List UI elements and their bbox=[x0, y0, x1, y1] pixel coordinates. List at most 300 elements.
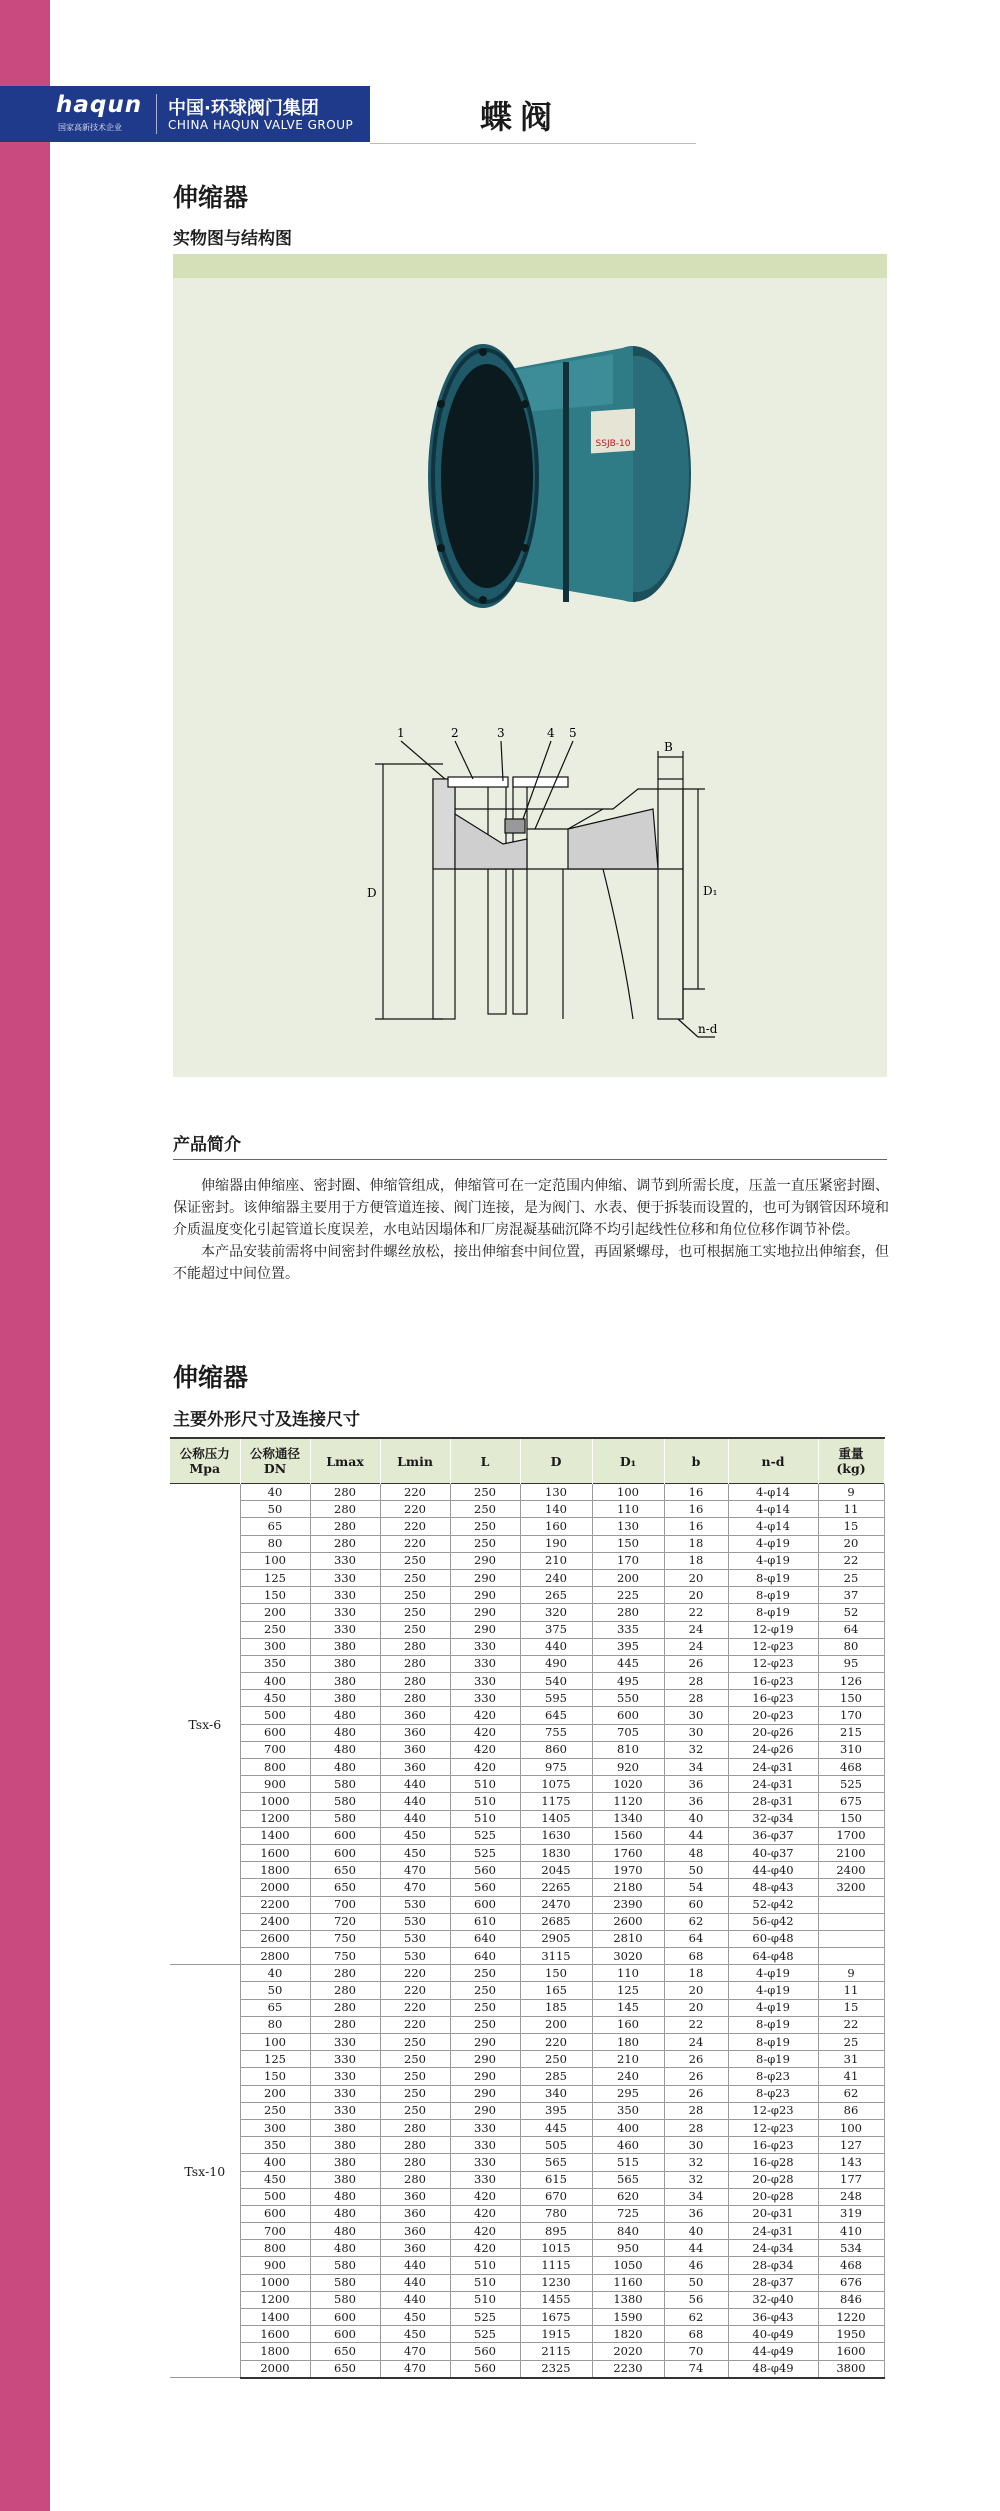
table-cell: 1760 bbox=[592, 1844, 664, 1861]
table-cell: 400 bbox=[240, 1673, 310, 1690]
table-cell: 280 bbox=[592, 1604, 664, 1621]
table-row bbox=[170, 2102, 884, 2119]
table-cell: 2100 bbox=[818, 1844, 884, 1861]
table-cell: 420 bbox=[450, 2223, 520, 2240]
table-cell: 250 bbox=[450, 1982, 520, 1999]
table-cell: 330 bbox=[310, 2068, 380, 2085]
table-cell: 280 bbox=[380, 1673, 450, 1690]
table-cell: 62 bbox=[664, 2309, 728, 2326]
table-cell: 220 bbox=[380, 1965, 450, 1982]
table-cell: 1915 bbox=[520, 2326, 592, 2343]
table-cell: 100 bbox=[240, 1552, 310, 1569]
table-row bbox=[170, 1982, 884, 1999]
table-cell: 530 bbox=[380, 1913, 450, 1930]
table-cell: 250 bbox=[380, 2068, 450, 2085]
table-cell: 565 bbox=[592, 2171, 664, 2188]
table-row bbox=[170, 1638, 884, 1655]
table-cell: 505 bbox=[520, 2137, 592, 2154]
table-cell: 280 bbox=[380, 1655, 450, 1672]
logo-divider bbox=[156, 94, 157, 134]
table-cell: 32 bbox=[664, 1741, 728, 1758]
table-cell: 16-φ23 bbox=[728, 2137, 818, 2154]
table-cell: 540 bbox=[520, 1673, 592, 1690]
table-cell: 320 bbox=[520, 1604, 592, 1621]
table-cell: 250 bbox=[380, 1587, 450, 1604]
table-cell: 2230 bbox=[592, 2360, 664, 2378]
table-row bbox=[170, 1501, 884, 1518]
table-cell: 2045 bbox=[520, 1862, 592, 1879]
table-cell: 44-φ40 bbox=[728, 1862, 818, 1879]
table-cell: 36 bbox=[664, 1793, 728, 1810]
table-cell: 800 bbox=[240, 2240, 310, 2257]
table-cell: 24-φ31 bbox=[728, 1759, 818, 1776]
table-cell: 840 bbox=[592, 2223, 664, 2240]
table-cell: 495 bbox=[592, 1673, 664, 1690]
table-cell: 36-φ43 bbox=[728, 2309, 818, 2326]
table-cell: 330 bbox=[450, 1655, 520, 1672]
table-cell: 319 bbox=[818, 2205, 884, 2222]
table-cell: 676 bbox=[818, 2274, 884, 2291]
table-cell: 2200 bbox=[240, 1896, 310, 1913]
table-cell: 380 bbox=[310, 2154, 380, 2171]
table-cell: 125 bbox=[240, 1569, 310, 1586]
table-cell: 290 bbox=[450, 1621, 520, 1638]
table-row bbox=[170, 1621, 884, 1638]
table-cell: 150 bbox=[818, 1810, 884, 1827]
table-cell: 290 bbox=[450, 2102, 520, 2119]
table-cell bbox=[818, 1913, 884, 1930]
table-cell: 580 bbox=[310, 1810, 380, 1827]
table-cell: 30 bbox=[664, 2137, 728, 2154]
table-cell: 2325 bbox=[520, 2360, 592, 2378]
table-cell: 860 bbox=[520, 1741, 592, 1758]
dim-label-d1: D₁ bbox=[703, 884, 718, 898]
table-cell: 280 bbox=[310, 2016, 380, 2033]
table-row bbox=[170, 2343, 884, 2360]
table-row bbox=[170, 2223, 884, 2240]
table-cell: 2905 bbox=[520, 1930, 592, 1947]
table-cell: 480 bbox=[310, 1759, 380, 1776]
table-cell: 250 bbox=[380, 1552, 450, 1569]
table-cell bbox=[818, 1948, 884, 1965]
table-cell: 950 bbox=[592, 2240, 664, 2257]
table-cell: 30 bbox=[664, 1707, 728, 1724]
table-cell: 2265 bbox=[520, 1879, 592, 1896]
table-row bbox=[170, 2257, 884, 2274]
table-cell: 525 bbox=[818, 1776, 884, 1793]
table-cell: 580 bbox=[310, 2274, 380, 2291]
table-cell: 420 bbox=[450, 2188, 520, 2205]
table-cell: 360 bbox=[380, 1707, 450, 1724]
table-header-cell: Lmin bbox=[380, 1438, 450, 1484]
table-header-row bbox=[170, 1438, 884, 1484]
table-cell: 220 bbox=[380, 1535, 450, 1552]
table-cell: 330 bbox=[310, 2034, 380, 2051]
table-cell: 645 bbox=[520, 1707, 592, 1724]
table-cell: 468 bbox=[818, 1759, 884, 1776]
table-cell: 48-φ49 bbox=[728, 2360, 818, 2378]
table-cell: 140 bbox=[520, 1501, 592, 1518]
table-row bbox=[170, 1587, 884, 1604]
table-cell: 510 bbox=[450, 1810, 520, 1827]
table-cell: 650 bbox=[310, 1879, 380, 1896]
table-cell: 32 bbox=[664, 2154, 728, 2171]
table-cell: 900 bbox=[240, 1776, 310, 1793]
table-cell: 610 bbox=[450, 1913, 520, 1930]
table-cell: 44 bbox=[664, 2240, 728, 2257]
table-cell: 2390 bbox=[592, 1896, 664, 1913]
table-row bbox=[170, 2326, 884, 2343]
table-cell: 360 bbox=[380, 1741, 450, 1758]
table-header-cell: Lmax bbox=[310, 1438, 380, 1484]
table-cell: 250 bbox=[450, 1484, 520, 1501]
table-row bbox=[170, 2188, 884, 2205]
table-cell: 445 bbox=[520, 2119, 592, 2136]
table-cell: 600 bbox=[592, 1707, 664, 1724]
table-cell: 18 bbox=[664, 1965, 728, 1982]
table-cell: 248 bbox=[818, 2188, 884, 2205]
table-cell: 780 bbox=[520, 2205, 592, 2222]
table-cell: 750 bbox=[310, 1930, 380, 1947]
table-cell: 1200 bbox=[240, 1810, 310, 1827]
table-cell: 895 bbox=[520, 2223, 592, 2240]
table-cell: 160 bbox=[592, 2016, 664, 2033]
table-cell: 1560 bbox=[592, 1827, 664, 1844]
table-cell: 2000 bbox=[240, 2360, 310, 2378]
table-cell: 290 bbox=[450, 1569, 520, 1586]
table-cell: 3115 bbox=[520, 1948, 592, 1965]
table-cell: 600 bbox=[450, 1896, 520, 1913]
table-row bbox=[170, 1930, 884, 1947]
table-cell: 580 bbox=[310, 1776, 380, 1793]
table-cell: 20-φ23 bbox=[728, 1707, 818, 1724]
table-cell: 1950 bbox=[818, 2326, 884, 2343]
intro-paragraph-1: 伸缩器由伸缩座、密封圈、伸缩管组成，伸缩管可在一定范围内伸缩、调节到所需长度，压盖一直压紧密封圈、保证密封。该伸缩器主要用于方便管道连接、阀门连接，是为阀门、水表、便于拆装而设置的，也可为钢管因环境和介质温度变化引起管道长度误差，水电站因塌体和厂房混凝基础沉降不均引起线性位移和角位位移作调节补偿。 bbox=[173, 1178, 889, 1238]
table-cell: 9 bbox=[818, 1484, 884, 1501]
table-row bbox=[170, 2154, 884, 2171]
table-cell: 480 bbox=[310, 1724, 380, 1741]
table-cell: 41 bbox=[818, 2068, 884, 2085]
table-cell: 160 bbox=[520, 1518, 592, 1535]
table-cell: 220 bbox=[380, 1518, 450, 1535]
table-cell: 330 bbox=[450, 2154, 520, 2171]
table-cell: 510 bbox=[450, 1776, 520, 1793]
table-cell: 250 bbox=[520, 2051, 592, 2068]
table-cell: 26 bbox=[664, 2068, 728, 2085]
table-section-title: 伸缩器 bbox=[173, 1363, 249, 1392]
table-cell: 375 bbox=[520, 1621, 592, 1638]
table-cell: 330 bbox=[310, 1604, 380, 1621]
table-cell: 300 bbox=[240, 1638, 310, 1655]
table-cell: 380 bbox=[310, 1690, 380, 1707]
table-cell: 380 bbox=[310, 2171, 380, 2188]
table-row bbox=[170, 2171, 884, 2188]
table-cell: 330 bbox=[310, 2051, 380, 2068]
table-cell: 525 bbox=[450, 1844, 520, 1861]
table-cell: 70 bbox=[664, 2343, 728, 2360]
table-cell: 330 bbox=[310, 1552, 380, 1569]
table-cell: 800 bbox=[240, 1759, 310, 1776]
table-cell: 100 bbox=[240, 2034, 310, 2051]
table-cell: 20 bbox=[664, 1587, 728, 1604]
table-cell: 285 bbox=[520, 2068, 592, 2085]
table-cell: 40 bbox=[664, 2223, 728, 2240]
table-cell: 395 bbox=[520, 2102, 592, 2119]
table-cell: 100 bbox=[818, 2119, 884, 2136]
table-cell: 330 bbox=[310, 1569, 380, 1586]
table-row bbox=[170, 2309, 884, 2326]
table-cell: 380 bbox=[310, 2119, 380, 2136]
table-cell: 125 bbox=[240, 2051, 310, 2068]
table-cell: 350 bbox=[592, 2102, 664, 2119]
table-cell: 46 bbox=[664, 2257, 728, 2274]
table-row bbox=[170, 1484, 884, 1501]
table-cell: 64 bbox=[664, 1930, 728, 1947]
table-cell: 440 bbox=[380, 2257, 450, 2274]
table-cell: 1120 bbox=[592, 1793, 664, 1810]
table-header-cell: 公称压力 Mpa bbox=[170, 1438, 240, 1484]
dim-label-b: B bbox=[664, 740, 673, 754]
table-cell: 16 bbox=[664, 1484, 728, 1501]
table-cell: 530 bbox=[380, 1896, 450, 1913]
table-cell: 420 bbox=[450, 1724, 520, 1741]
table-cell: 640 bbox=[450, 1948, 520, 1965]
table-cell: 86 bbox=[818, 2102, 884, 2119]
table-cell: 1700 bbox=[818, 1827, 884, 1844]
table-cell: 150 bbox=[818, 1690, 884, 1707]
table-cell: 1820 bbox=[592, 2326, 664, 2343]
table-cell: 24 bbox=[664, 1638, 728, 1655]
table-cell: 220 bbox=[380, 1484, 450, 1501]
table-row bbox=[170, 2119, 884, 2136]
table-cell: 280 bbox=[380, 2137, 450, 2154]
table-cell: 600 bbox=[310, 2309, 380, 2326]
table-cell: 900 bbox=[240, 2257, 310, 2274]
table-cell: 510 bbox=[450, 2291, 520, 2308]
table-cell: 810 bbox=[592, 1741, 664, 1758]
table-row bbox=[170, 1759, 884, 1776]
table-cell: 440 bbox=[520, 1638, 592, 1655]
table-cell: 468 bbox=[818, 2257, 884, 2274]
table-cell: 250 bbox=[450, 1501, 520, 1518]
table-cell: 8-φ19 bbox=[728, 1569, 818, 1586]
pressure-class-cell: Tsx-10 bbox=[170, 1965, 240, 2378]
table-cell: 250 bbox=[450, 1965, 520, 1982]
table-cell: 1600 bbox=[818, 2343, 884, 2360]
table-cell: 80 bbox=[240, 2016, 310, 2033]
table-row bbox=[170, 1999, 884, 2016]
table-cell: 65 bbox=[240, 1518, 310, 1535]
callout-1: 1 bbox=[397, 726, 405, 740]
table-cell: 12-φ23 bbox=[728, 2119, 818, 2136]
table-cell: 20-φ31 bbox=[728, 2205, 818, 2222]
table-cell: 534 bbox=[818, 2240, 884, 2257]
table-row bbox=[170, 2034, 884, 2051]
table-cell: 1115 bbox=[520, 2257, 592, 2274]
table-cell: 280 bbox=[310, 1965, 380, 1982]
table-cell: 12-φ23 bbox=[728, 1655, 818, 1672]
table-cell: 28 bbox=[664, 1673, 728, 1690]
table-cell: 32-φ34 bbox=[728, 1810, 818, 1827]
table-cell: 26 bbox=[664, 1655, 728, 1672]
table-cell: 490 bbox=[520, 1655, 592, 1672]
table-cell: 16-φ28 bbox=[728, 2154, 818, 2171]
table-row bbox=[170, 1793, 884, 1810]
table-cell: 310 bbox=[818, 1741, 884, 1758]
side-color-bar bbox=[0, 0, 50, 2511]
table-cell: 127 bbox=[818, 2137, 884, 2154]
table-cell: 2180 bbox=[592, 1879, 664, 1896]
company-name-en: CHINA HAQUN VALVE GROUP bbox=[168, 118, 354, 132]
table-cell: 1175 bbox=[520, 1793, 592, 1810]
table-cell: 240 bbox=[520, 1569, 592, 1586]
table-cell: 700 bbox=[240, 2223, 310, 2240]
table-cell: 580 bbox=[310, 2257, 380, 2274]
table-cell: 11 bbox=[818, 1982, 884, 1999]
table-row bbox=[170, 1673, 884, 1690]
table-cell: 440 bbox=[380, 2274, 450, 2291]
table-cell: 470 bbox=[380, 2360, 450, 2378]
table-cell: 600 bbox=[310, 2326, 380, 2343]
table-cell: 1830 bbox=[520, 1844, 592, 1861]
table-cell: 11 bbox=[818, 1501, 884, 1518]
table-cell: 100 bbox=[592, 1484, 664, 1501]
table-cell: 450 bbox=[240, 2171, 310, 2188]
table-cell: 420 bbox=[450, 2205, 520, 2222]
table-cell: 280 bbox=[380, 2119, 450, 2136]
table-cell: 300 bbox=[240, 2119, 310, 2136]
table-cell: 215 bbox=[818, 1724, 884, 1741]
table-cell: 28 bbox=[664, 1690, 728, 1707]
table-cell: 360 bbox=[380, 2223, 450, 2240]
table-cell: 600 bbox=[310, 1844, 380, 1861]
table-cell: 40 bbox=[240, 1965, 310, 1982]
table-cell: 180 bbox=[592, 2034, 664, 2051]
table-cell: 330 bbox=[310, 2085, 380, 2102]
table-cell: 400 bbox=[240, 2154, 310, 2171]
table-cell: 22 bbox=[818, 1552, 884, 1569]
table-cell: 400 bbox=[592, 2119, 664, 2136]
table-cell: 450 bbox=[380, 2326, 450, 2343]
table-cell: 34 bbox=[664, 2188, 728, 2205]
table-cell: 200 bbox=[520, 2016, 592, 2033]
table-cell: 80 bbox=[818, 1638, 884, 1655]
table-cell: 2810 bbox=[592, 1930, 664, 1947]
table-cell: 16 bbox=[664, 1501, 728, 1518]
dim-label-nd: n-d bbox=[698, 1022, 718, 1036]
table-row bbox=[170, 1690, 884, 1707]
table-cell: 380 bbox=[310, 1655, 380, 1672]
table-row bbox=[170, 1707, 884, 1724]
table-row bbox=[170, 1810, 884, 1827]
table-cell: 290 bbox=[450, 2051, 520, 2068]
table-cell: 2470 bbox=[520, 1896, 592, 1913]
table-cell: 31 bbox=[818, 2051, 884, 2068]
table-cell: 50 bbox=[664, 2274, 728, 2291]
table-cell: 675 bbox=[818, 1793, 884, 1810]
table-cell: 36-φ37 bbox=[728, 1827, 818, 1844]
intro-paragraph-2: 本产品安装前需将中间密封件螺丝放松，接出伸缩套中间位置，再固紧螺母，也可根据施工实地拉出伸缩套，但不能超过中间位置。 bbox=[173, 1244, 889, 1282]
table-cell: 44-φ49 bbox=[728, 2343, 818, 2360]
table-cell: 30 bbox=[664, 1724, 728, 1741]
table-cell: 44 bbox=[664, 1827, 728, 1844]
table-cell: 60-φ48 bbox=[728, 1930, 818, 1947]
table-cell: 1075 bbox=[520, 1776, 592, 1793]
table-cell: 26 bbox=[664, 2085, 728, 2102]
table-cell: 560 bbox=[450, 2343, 520, 2360]
company-name-cn: 中国·环球阀门集团 bbox=[168, 98, 319, 119]
callout-5: 5 bbox=[569, 726, 577, 740]
table-cell: 1600 bbox=[240, 2326, 310, 2343]
table-cell: 1970 bbox=[592, 1862, 664, 1879]
table-cell: 50 bbox=[240, 1982, 310, 1999]
table-cell: 20 bbox=[664, 1982, 728, 1999]
table-cell: 460 bbox=[592, 2137, 664, 2154]
table-cell: 8-φ23 bbox=[728, 2085, 818, 2102]
table-header-cell: 公称通径 DN bbox=[240, 1438, 310, 1484]
table-cell: 480 bbox=[310, 2223, 380, 2240]
table-cell: 4-φ19 bbox=[728, 1982, 818, 1999]
table-cell: 12-φ23 bbox=[728, 2102, 818, 2119]
table-cell: 560 bbox=[450, 2360, 520, 2378]
table-cell: 470 bbox=[380, 1879, 450, 1896]
table-cell: 510 bbox=[450, 2274, 520, 2291]
table-cell: 130 bbox=[592, 1518, 664, 1535]
table-cell: 1000 bbox=[240, 1793, 310, 1810]
table-header-cell: b bbox=[664, 1438, 728, 1484]
table-cell: 4-φ14 bbox=[728, 1501, 818, 1518]
table-cell: 126 bbox=[818, 1673, 884, 1690]
table-cell: 36 bbox=[664, 2205, 728, 2222]
table-cell: 515 bbox=[592, 2154, 664, 2171]
table-cell: 4-φ19 bbox=[728, 1552, 818, 1569]
table-cell: 250 bbox=[450, 2016, 520, 2033]
table-header-cell: L bbox=[450, 1438, 520, 1484]
table-cell: 380 bbox=[310, 1673, 380, 1690]
table-row bbox=[170, 2068, 884, 2085]
table-cell: 8-φ19 bbox=[728, 2034, 818, 2051]
table-cell: 20 bbox=[818, 1535, 884, 1552]
table-cell: 16-φ23 bbox=[728, 1690, 818, 1707]
table-cell: 48 bbox=[664, 1844, 728, 1861]
table-cell: 920 bbox=[592, 1759, 664, 1776]
table-cell: 65 bbox=[240, 1999, 310, 2016]
table-cell: 50 bbox=[240, 1501, 310, 1518]
table-cell: 280 bbox=[310, 1484, 380, 1501]
table-cell: 420 bbox=[450, 2240, 520, 2257]
table-row bbox=[170, 1655, 884, 1672]
table-cell: 1200 bbox=[240, 2291, 310, 2308]
table-cell: 1675 bbox=[520, 2309, 592, 2326]
table-cell: 200 bbox=[592, 1569, 664, 1586]
table-cell: 280 bbox=[310, 1535, 380, 1552]
table-cell: 450 bbox=[380, 2309, 450, 2326]
table-header-cell: 重量 (kg) bbox=[818, 1438, 884, 1484]
table-cell: 1455 bbox=[520, 2291, 592, 2308]
header-divider bbox=[370, 143, 696, 144]
table-cell: 1590 bbox=[592, 2309, 664, 2326]
callout-3: 3 bbox=[497, 726, 505, 740]
table-cell: 54 bbox=[664, 1879, 728, 1896]
company-logo bbox=[0, 86, 370, 142]
table-cell: 615 bbox=[520, 2171, 592, 2188]
table-cell: 20-φ28 bbox=[728, 2188, 818, 2205]
table-cell: 620 bbox=[592, 2188, 664, 2205]
table-cell: 2000 bbox=[240, 1879, 310, 1896]
table-cell: 280 bbox=[380, 2154, 450, 2171]
table-cell: 420 bbox=[450, 1741, 520, 1758]
table-cell: 145 bbox=[592, 1999, 664, 2016]
